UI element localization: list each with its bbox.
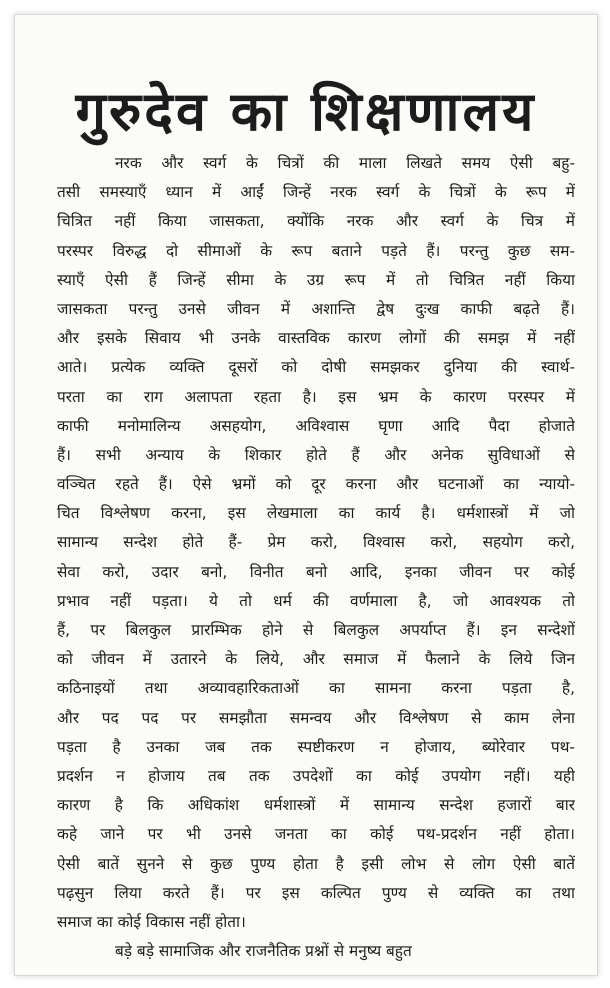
text-line: स्याएँ ऐसी हैं जिन्हें सीमा के उग्र रूप में तो चित्रित नहीं किया bbox=[57, 270, 575, 289]
text-line: चित्रित नहीं किया जासकता, क्योंकि नरक और स्वर्ग के चित्र में bbox=[57, 212, 575, 231]
text-line: तसी समस्याएँ ध्यान में आईं जिन्हें नरक स्वर्ग के चित्रों के रूप में bbox=[57, 183, 575, 202]
text-line: नरक और स्वर्ग के चित्रों की माला लिखते समय ऐसी बहु- bbox=[115, 154, 575, 172]
text-line: सेवा करो, उदार बनो, विनीत बनो आदि, इनका जीवन पर कोई bbox=[57, 562, 575, 581]
text-line: परस्पर विरुद्ध दो सीमाओं के रूप बताने पड़ते हैं। परन्तु कुछ सम- bbox=[57, 241, 575, 260]
text-line: कठिनाइयों तथा अव्यावहारिकताओं का सामना करना पड़ता है, bbox=[57, 679, 575, 698]
text-line: कहे जाने पर भी उनसे जनता का कोई पथ-प्रदर्शन नहीं होता। bbox=[57, 825, 575, 844]
text-line: सामान्य सन्देश होते हैं- प्रेम करो, विश्वास करो, सहयोग करो, bbox=[57, 533, 575, 552]
text-line: ऐसी बातें सुनने से कुछ पुण्य होता है इसी लोभ से लोग ऐसी बातें bbox=[57, 854, 575, 873]
book-page bbox=[14, 14, 598, 976]
text-line: प्रभाव नहीं पड़ता। ये तो धर्म की वर्णमाला है, जो आवश्यक तो bbox=[57, 591, 575, 610]
text-line: काफी मनोमालिन्य असहयोग, अविश्वास घृणा आदि पैदा होजाते bbox=[57, 416, 575, 435]
text-line: पढ़सुन लिया करते हैं। पर इस कल्पित पुण्य से व्यक्ति का तथा bbox=[57, 883, 575, 902]
paragraph-1 bbox=[57, 149, 575, 937]
text-line: समाज का कोई विकास नहीं होता। bbox=[57, 912, 246, 931]
page-title: गुरुदेव का शिक्षणालय bbox=[75, 80, 537, 143]
text-line: आते। प्रत्येक व्यक्ति दूसरों को दोषी समझकर दुनिया की स्वार्थ- bbox=[57, 358, 575, 377]
text-line: जासकता परन्तु उनसे जीवन में अशान्ति द्वेष दुःख काफी बढ़ते हैं। bbox=[57, 299, 575, 318]
text-line: पड़ता है उनका जब तक स्पष्टीकरण न होजाय, ब्योरेवार पथ- bbox=[57, 737, 575, 756]
text-line: वञ्चित रहते हैं। ऐसे भ्रमों को दूर करना और घटनाओं का न्यायो- bbox=[57, 475, 575, 494]
text-line: और पद पद पर समझौता समन्वय और विश्लेषण से काम लेना bbox=[57, 708, 575, 727]
body-text bbox=[57, 149, 575, 966]
text-line: हैं। सभी अन्याय के शिकार होते हैं और अनेक सुविधाओं से bbox=[57, 445, 575, 464]
text-line: परता का राग अलापता रहता है। इस भ्रम के कारण परस्पर में bbox=[57, 387, 575, 406]
text-line: और इसके सिवाय भी उनके वास्तविक कारण लोगों की समझ में नहीं bbox=[57, 329, 575, 348]
paragraph-2 bbox=[57, 937, 575, 966]
text-line: को जीवन में उतारने के लिये, और समाज में फैलाने के लिये जिन bbox=[57, 650, 575, 669]
text-line: प्रदर्शन न होजाय तब तक उपदेशों का कोई उपयोग नहीं। यही bbox=[57, 766, 575, 785]
text-line: चित विश्लेषण करना, इस लेखमाला का कार्य है। धर्मशास्त्रों में जो bbox=[57, 504, 575, 523]
text-line: हैं, पर बिलकुल प्रारम्भिक होने से बिलकुल अपर्याप्त हैं। इन सन्देशों bbox=[57, 621, 575, 639]
text-line: बड़े बड़े सामाजिक और राजनैतिक प्रश्नों से मनुष्य बहुत bbox=[115, 942, 412, 961]
text-line: कारण है कि अधिकांश धर्मशास्त्रों में सामान्य सन्देश हजारों बार bbox=[57, 796, 575, 815]
